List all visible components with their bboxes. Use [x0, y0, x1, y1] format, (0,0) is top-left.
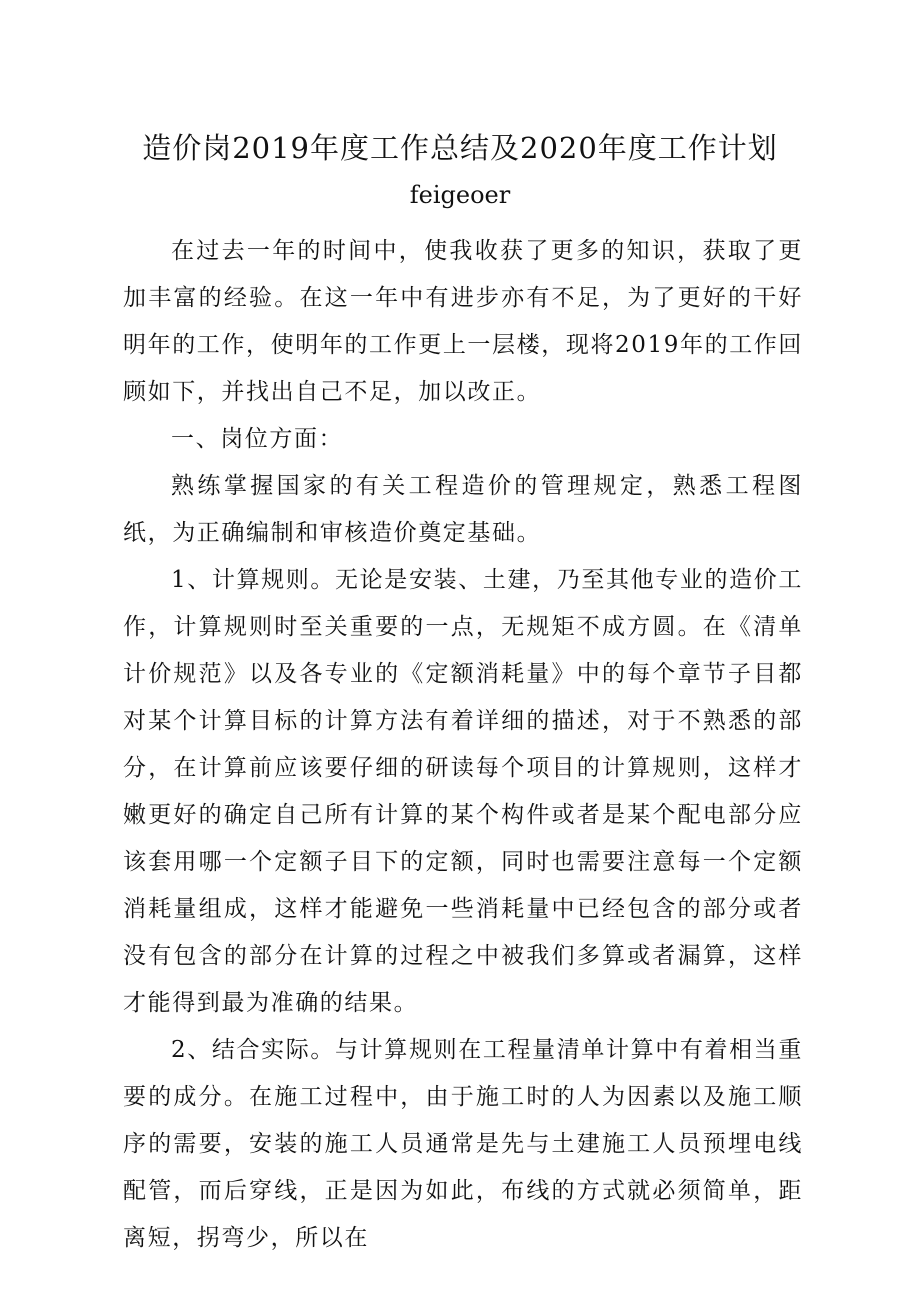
calculation-rules-paragraph: 1、计算规则。无论是安装、土建，乃至其他专业的造价工作，计算规则时至关重要的一点，无规矩不成方圆。在《清单计价规范》以及各专业的《定额消耗量》中的每个章节子目都对某个计算目标的计算方法有着详细的描述，对于不熟悉的部分，在计算前应该要仔细的研读每个项目的计算规则，这样才嫩更好的确定自己所有计算的某个构件或者是某个配电部分应该套用哪一个定额子目下的定额，同时也需要注意每一个定额消耗量组成，这样才能避免一些消耗量中已经包含的部分或者没有包含的部分在计算的过程之中被我们多算或者漏算，这样才能得到最为准确的结果。 [123, 567, 803, 1016]
position-paragraph: 熟练掌握国家的有关工程造价的管理规定，熟悉工程图纸，为正确编制和审核造价奠定基础。 [123, 473, 803, 546]
section-heading-position: 一、岗位方面： [171, 426, 344, 452]
intro-paragraph: 在过去一年的时间中，使我收获了更多的知识，获取了更加丰富的经验。在这一年中有进步亦有不足，为了更好的干好明年的工作，使明年的工作更上一层楼，现将2019年的工作回顾如下，并找出自己不足，加以改正。 [123, 238, 803, 405]
document-title: 造价岗2019年度工作总结及2020年度工作计划 [142, 131, 778, 165]
practice-paragraph: 2、结合实际。与计算规则在工程量清单计算中有着相当重要的成分。在施工过程中，由于施工时的人为因素以及施工顺序的需要，安装的施工人员通常是先与土建施工人员预埋电线配管，而后穿线，正是因为如此，布线的方式就必须简单，距离短，拐弯少，所以在 [123, 1037, 803, 1251]
document-author: feigeoer [409, 181, 511, 209]
document-body [123, 228, 803, 1262]
